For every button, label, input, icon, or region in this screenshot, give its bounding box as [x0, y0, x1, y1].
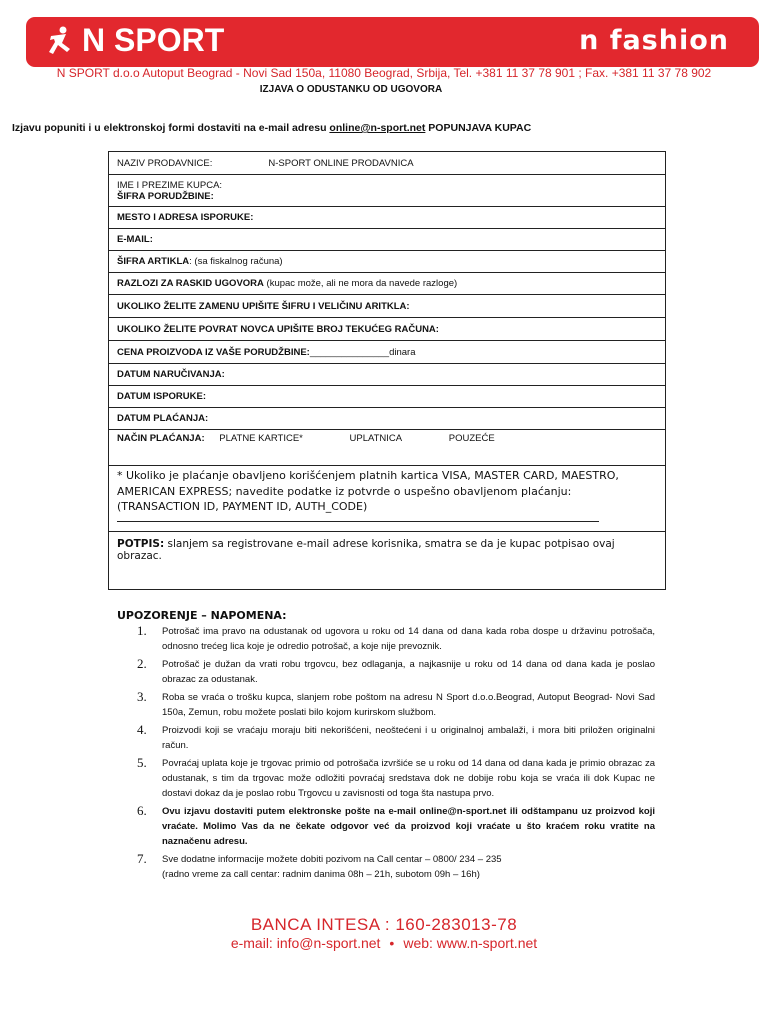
payment-option-cod[interactable]: POUZEĆE [448, 433, 495, 444]
signature-label: POTPIS: [117, 538, 165, 550]
order-date-label: DATUM NARUČIVANJA: [117, 369, 225, 380]
name-label: IME I PREZIME KUPCA: [117, 179, 223, 191]
exchange-label: UKOLIKO ŽELITE ZAMENU UPIŠITE ŠIFRU I VELIČINU ARITKLA: [117, 300, 410, 312]
item-number: 4. [137, 722, 147, 737]
intro-text [12, 119, 552, 137]
signature-text: slanjem sa registrovane e-mail adrese korisnika, smatra se da je kupac potpisao ovaj obrazac. [117, 538, 615, 562]
payment-method-label: NAČIN PLAĆANJA: [117, 433, 205, 444]
payment-date-label: DATUM PLAĆANJA: [117, 413, 209, 424]
store-value: N-SPORT ONLINE PRODAVNICA [268, 157, 414, 169]
item-text: Sve dodatne informacije možete dobiti pozivom na Call centar – 0800/ 234 – 235 (radno vreme za call centar: radnim danima 08h – 21h, subotom 09h – 16h) [162, 854, 502, 880]
delivery-date-label: DATUM ISPORUKE: [117, 391, 207, 402]
form-row-order-date[interactable] [109, 364, 666, 386]
form-row-payment-date[interactable] [109, 408, 666, 430]
store-label: NAZIV PRODAVNICE: [117, 157, 213, 169]
article-label: ŠIFRA ARTIKLA [117, 256, 190, 267]
n-sport-logo [46, 22, 224, 59]
withdrawal-form [108, 151, 666, 590]
form-row-delivery-date[interactable] [109, 386, 666, 408]
item-number: 3. [137, 689, 147, 704]
card-note: * Ukoliko je plaćanje obavljeno korišćenjem platnih kartica VISA, MASTER CARD, MAESTRO, AMERICAN EXPRESS; navedite podatke iz potvrde o uspešno obavljenom plaćanju: (TRANSACTION ID, PAYMENT ID, AUTH_CODE) [117, 469, 619, 513]
form-row-customer[interactable] [109, 175, 666, 207]
n-fashion-logo: n fashion [579, 25, 729, 56]
notice-title: UPOZORENJE – NAPOMENA: [117, 609, 287, 622]
item-number: 2. [137, 656, 147, 671]
intro-after: POPUNJAVA KUPAC [425, 122, 532, 134]
form-row-reasons[interactable] [109, 273, 666, 295]
form-row-delivery[interactable] [109, 207, 666, 229]
intro-email-link[interactable]: online@n-sport.net [329, 122, 426, 134]
list-item [120, 756, 655, 801]
item-text: Povraćaj uplata koje je trgovac primio od potrošača izvršiće se u roku od 14 dana od dana kada je primio obrazac za odustanak, s tim da trgovac može odložiti povraćaj sredstava dok ne dobije robu koja se vraća ili dok Kupac ne dostavi dokaz da je poslao robu Trgovcu u zavisnosti od toga šta nastupa prvo. [162, 758, 655, 799]
form-row-email[interactable] [109, 229, 666, 251]
footer-web[interactable]: web: www.n-sport.net [403, 935, 538, 951]
item-text: Potrošač je dužan da vrati robu trgovcu, bez odlaganja, a najkasnije u roku od 14 dana od dana kada je poslao obrazac za odustanak. [162, 659, 655, 685]
notice-list [120, 624, 655, 885]
reasons-label: RAZLOZI ZA RASKID UGOVORA [117, 278, 264, 289]
form-row-article[interactable] [109, 251, 666, 273]
item-text: Potrošač ima pravo na odustanak od ugovora u roku od 14 dana od dana kada roba dospe u državinu potrošača, odnosno trećeg lica koje je odredio potrošač, a koje nije prevoznik. [162, 626, 655, 652]
item-number: 1. [137, 623, 147, 638]
page-title: IZJAVA O ODUSTANKU OD UGOVORA [259, 84, 443, 95]
form-row-exchange[interactable] [109, 295, 666, 318]
email-label: E-MAIL: [117, 234, 153, 245]
item-text: Roba se vraća o trošku kupca, slanjem robe poštom na adresu N Sport d.o.o.Beograd, Autoput Beograd- Novi Sad 150a, Zemun, robu možete poslati bilo kojom kurirskom službom. [162, 692, 655, 718]
list-item [120, 690, 655, 720]
runner-icon [46, 25, 76, 57]
list-item [120, 852, 655, 882]
footer-email[interactable]: e-mail: info@n-sport.net [230, 935, 381, 951]
refund-label: UKOLIKO ŽELITE POVRAT NOVCA UPIŠITE BROJ TEKUĆEG RAČUNA: [117, 323, 439, 335]
item-number: 7. [137, 851, 147, 866]
form-row-card-note [109, 466, 666, 532]
header-banner [26, 17, 759, 67]
article-hint: : (sa fiskalnog računa) [189, 256, 283, 267]
payment-option-slip[interactable]: UPLATNICA [349, 433, 403, 444]
logo-left-text: N SPORT [82, 22, 225, 58]
list-item [120, 804, 655, 849]
item-number: 5. [137, 755, 147, 770]
item-text: Proizvodi koji se vraćaju moraju biti nekorišćeni, neoštećeni i u originalnoj ambalaži, i mora biti priložen originalni račun. [162, 725, 655, 751]
payment-option-cards[interactable]: PLATNE KARTICE* [219, 433, 303, 444]
footer-contact [0, 935, 768, 951]
form-row-store [109, 152, 666, 175]
list-item [120, 624, 655, 654]
list-item [120, 723, 655, 753]
price-blank: _______________ [309, 346, 390, 358]
form-row-payment-method [109, 430, 666, 466]
transaction-line[interactable] [117, 521, 599, 522]
price-label: CENA PROIZVODA IZ VAŠE PORUDŽBINE: [117, 346, 310, 358]
reasons-hint: (kupac može, ali ne mora da navede razloge) [263, 278, 458, 289]
footer-bullet: • [389, 935, 395, 951]
form-row-refund[interactable] [109, 318, 666, 341]
list-item [120, 657, 655, 687]
company-address: N SPORT d.o.o Autoput Beograd - Novi Sad 150a, 11080 Beograd, Srbija, Tel. +381 11 37 78 901 ; Fax. +381 11 37 78 902 [56, 66, 712, 80]
form-row-price[interactable] [109, 341, 666, 364]
intro-before: Izjavu popuniti i u elektronskoj formi dostaviti na e-mail adresu [12, 122, 330, 134]
item-number: 6. [137, 803, 147, 818]
item-text: Ovu izjavu dostaviti putem elektronske pošte na e-mail online@n-sport.net ili odštampanu uz proizvod koji vraćate. Molimo Vas da ne čekate odgovor već da proizvod koji vraćate u što kraćem roku vratite na naznačenu adresu. [162, 806, 655, 847]
price-unit: dinara [389, 346, 416, 358]
order-code-label: ŠIFRA PORUDŽBINE: [117, 190, 214, 202]
footer-bank: BANCA INTESA : 160-283013-78 [250, 915, 518, 934]
form-row-signature [109, 532, 666, 590]
delivery-label: MESTO I ADRESA ISPORUKE: [117, 212, 254, 223]
